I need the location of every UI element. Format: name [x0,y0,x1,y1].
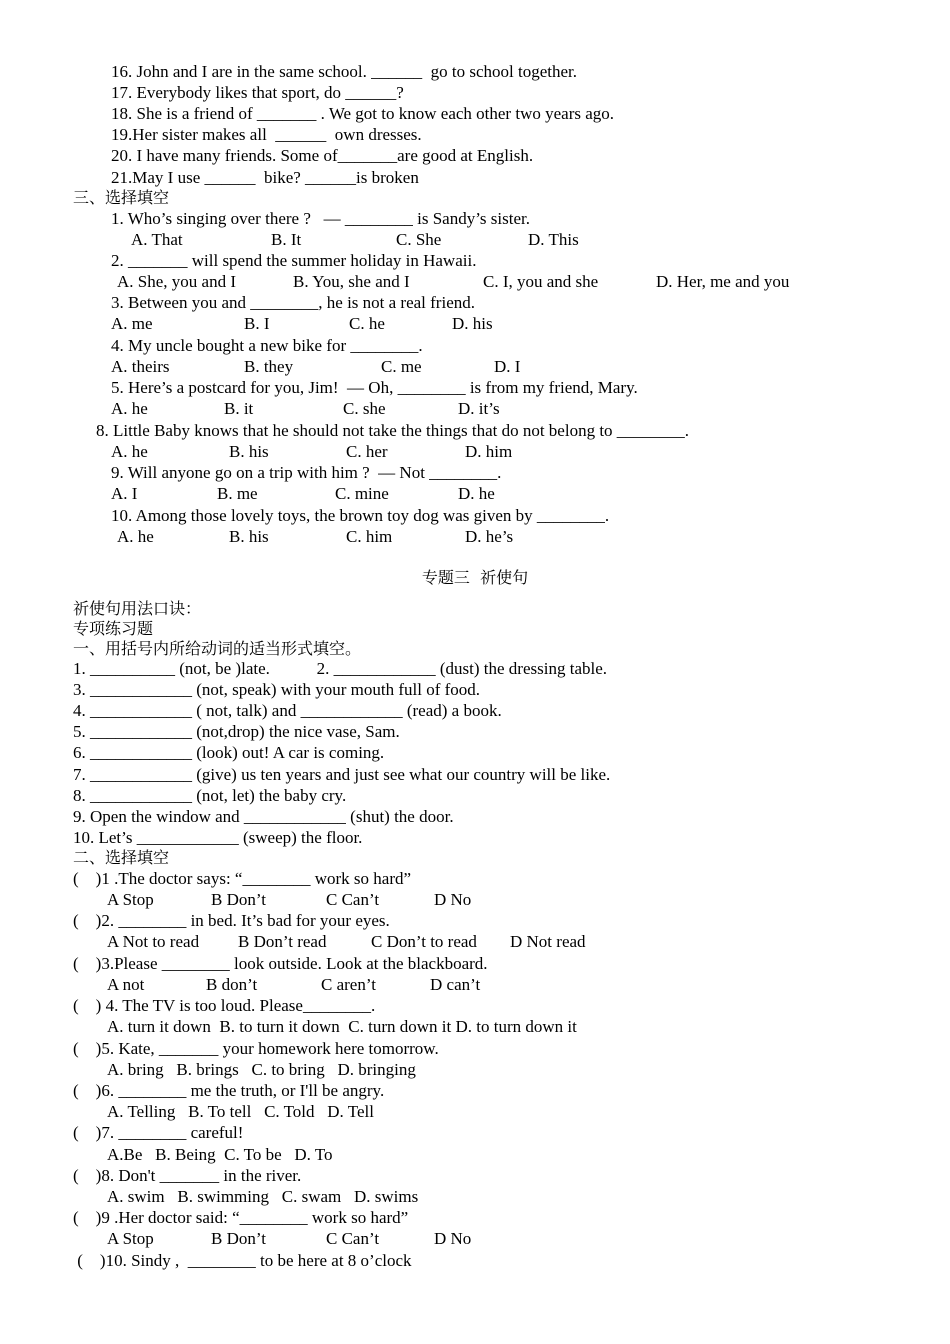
option-a: A Stop [107,1229,154,1248]
option-d: D. him [465,442,513,461]
option-c: C. she [343,399,386,418]
option-a: A. theirs [111,357,170,376]
option-b: B Don’t read [238,932,327,951]
verb-item-3: 3. ____________ (not, speak) with your mouth full of food. [73,680,481,699]
option-a: A. me [111,314,153,333]
choice-question-2: 2. _______ will spend the summer holiday in Hawaii. [111,251,477,270]
imperative-question-6: ( )6. ________ me the truth, or I'll be angry. [73,1081,385,1100]
fill-item-19: 19.Her sister makes all ______ own dresses. [111,125,422,144]
fill-item-21: 21.May I use ______ bike? ______is broken [111,168,419,187]
option-b: B. his [229,442,269,461]
option-a: A. She, you and I [117,272,236,291]
option-d: D. This [528,230,579,249]
imperative-question-1: ( )1 .The doctor says: “________ work so hard” [73,869,412,888]
options-line: A. Telling B. To tell C. Told D. Tell [107,1102,374,1121]
option-d: D. his [452,314,493,333]
option-c: C. She [396,230,442,249]
mnemonic-heading: 祈使句用法口诀： [73,599,202,618]
choice-question-4: 4. My uncle bought a new bike for ________. [111,336,423,355]
option-d: D No [434,1229,472,1248]
verb-item-8: 8. ____________ (not, let) the baby cry. [73,786,347,805]
option-b: B. they [244,357,294,376]
option-b: B. You, she and I [293,272,410,291]
option-a: A. he [111,442,148,461]
option-c: C Can’t [326,890,380,909]
verb-item-4: 4. ____________ ( not, talk) and ____________ (read) a book. [73,701,502,720]
imperative-question-9: ( )9 .Her doctor said: “________ work so hard” [73,1208,409,1227]
option-c: C. he [349,314,385,333]
options-line: A. turn it down B. to turn it down C. turn down it D. to turn down it [107,1017,577,1036]
options-line: A.Be B. Being C. To be D. To [107,1145,333,1164]
option-d: D. he’s [465,527,514,546]
fill-item-17: 17. Everybody likes that sport, do ______? [111,83,404,102]
choice-question-3: 3. Between you and ________, he is not a real friend. [111,293,475,312]
option-b: B Don’t [211,1229,266,1248]
option-d: D Not read [510,932,586,951]
imperative-question-10: ( )10. Sindy , ________ to be here at 8 o’clock [73,1251,412,1270]
option-a: A. I [111,484,138,503]
option-a: A. That [131,230,183,249]
option-c: C. him [346,527,393,546]
option-b: B don’t [206,975,258,994]
option-c: C. her [346,442,388,461]
imperative-question-4: ( ) 4. The TV is too loud. Please________. [73,996,376,1015]
option-b: B. I [244,314,270,333]
options-line: A. swim B. swimming C. swam D. swims [107,1187,419,1206]
option-d: D. Her, me and you [656,272,790,291]
verb-item-9: 9. Open the window and ____________ (shut) the door. [73,807,454,826]
imperative-question-3: ( )3.Please ________ look outside. Look at the blackboard. [73,954,488,973]
option-b: B. It [271,230,302,249]
option-c: C. mine [335,484,389,503]
imperative-question-2: ( )2. ________ in bed. It’s bad for your eyes. [73,911,390,930]
option-b: B. his [229,527,269,546]
fill-item-20: 20. I have many friends. Some of_______are good at English. [111,146,534,165]
option-d: D. it’s [458,399,500,418]
choice-question-5: 5. Here’s a postcard for you, Jim! — Oh, ________ is from my friend, Mary. [111,378,638,397]
option-c: C. me [381,357,422,376]
verb-section-heading: 一、用括号内所给动词的适当形式填空。 [73,639,362,658]
option-c: C. I, you and she [483,272,599,291]
option-a: A Not to read [107,932,200,951]
section-heading-choice: 三、选择填空 [73,188,170,207]
option-a: A Stop [107,890,154,909]
choice-question-1: 1. Who’s singing over there ? — ________ is Sandy’s sister. [111,209,530,228]
option-c: C Don’t to read [371,932,477,951]
option-a: A. he [117,527,154,546]
option-c: C aren’t [321,975,376,994]
option-d: D No [434,890,472,909]
options-line: A. bring B. brings C. to bring D. bringing [107,1060,416,1079]
imperative-question-5: ( )5. Kate, _______ your homework here tomorrow. [73,1039,439,1058]
verb-item-5: 5. ____________ (not,drop) the nice vase, Sam. [73,722,400,741]
verb-item-1-2: 1. __________ (not, be )late. 2. ____________ (dust) the dressing table. [73,659,608,678]
option-a: A. he [111,399,148,418]
verb-item-6: 6. ____________ (look) out! A car is coming. [73,743,385,762]
practice-heading: 专项练习题 [73,619,154,638]
imperative-question-7: ( )7. ________ careful! [73,1123,244,1142]
option-b: B Don’t [211,890,266,909]
option-d: D can’t [430,975,481,994]
option-d: D. he [458,484,495,503]
verb-item-10: 10. Let’s ____________ (sweep) the floor. [73,828,363,847]
verb-item-7: 7. ____________ (give) us ten years and just see what our country will be like. [73,765,611,784]
fill-item-18: 18. She is a friend of _______ . We got to know each other two years ago. [111,104,615,123]
option-c: C Can’t [326,1229,380,1248]
option-b: B. me [217,484,258,503]
choice-section-heading: 二、选择填空 [73,848,170,867]
topic-title: 专题三 祈使句 [421,568,529,587]
imperative-question-8: ( )8. Don't _______ in the river. [73,1166,302,1185]
choice-question-8: 8. Little Baby knows that he should not take the things that do not belong to ________. [96,421,690,440]
choice-question-9: 9. Will anyone go on a trip with him ? — Not ________. [111,463,502,482]
option-b: B. it [224,399,254,418]
fill-item-16: 16. John and I are in the same school. ______ go to school together. [111,62,577,81]
choice-question-10: 10. Among those lovely toys, the brown toy dog was given by ________. [111,506,610,525]
option-d: D. I [494,357,521,376]
option-a: A not [107,975,145,994]
